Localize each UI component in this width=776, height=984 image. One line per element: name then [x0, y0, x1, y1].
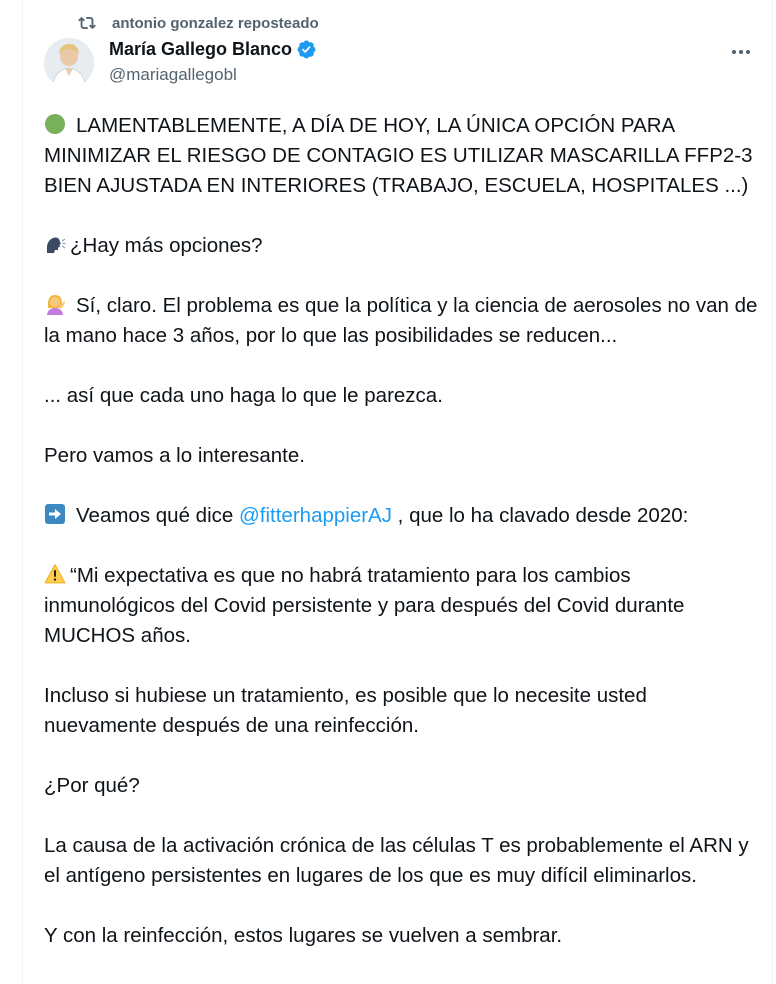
- tweet-paragraph: ... así que cada uno haga lo que le parezca.: [44, 384, 443, 407]
- tweet-paragraph: Incluso si hubiese un tratamiento, es posible que lo necesite usted nuevamente después de una reinfección.: [44, 684, 647, 737]
- speaking-head-emoji: [44, 233, 66, 255]
- repost-label: antonio gonzalez reposteado: [112, 14, 319, 32]
- author-name[interactable]: [109, 39, 317, 60]
- tweet-paragraph: [44, 231, 764, 261]
- timeline-right-border: [772, 0, 773, 984]
- author-handle[interactable]: @mariagallegobl: [109, 65, 237, 84]
- paragraph-text: ¿Hay más opciones?: [70, 234, 263, 257]
- paragraph-text: LAMENTABLEMENTE, A DÍA DE HOY, LA ÚNICA OPCIÓN PARA MINIMIZAR EL RIESGO DE CONTAGIO ES UTILIZAR MASCARILLA FFP2-3 BIEN AJUSTADA EN INTERIORES (TRABAJO, ESCUELA, HOSPITALES ...): [44, 114, 753, 197]
- paragraph-text-before: Veamos qué dice: [76, 504, 239, 527]
- tweet-paragraph: [44, 561, 764, 651]
- paragraph-text: “Mi expectativa es que no habrá tratamiento para los cambios inmunológicos del Covid persistente y para después del Covid durante MUCHOS años.: [44, 564, 685, 647]
- tweet-paragraph: Y con la reinfección, estos lugares se vuelven a sembrar.: [44, 924, 563, 947]
- more-options-button[interactable]: [724, 38, 758, 64]
- tweet-paragraph: [44, 291, 764, 351]
- warning-emoji: [44, 563, 66, 585]
- verified-badge-icon: [296, 39, 317, 60]
- repost-icon: [78, 14, 96, 32]
- timeline-left-border: [22, 0, 23, 984]
- more-options-icon: [731, 42, 751, 60]
- tweet-paragraph: La causa de la activación crónica de las células T es probablemente el ARN y el antígeno persistentes en lugares de los que es muy difícil eliminarlos.: [44, 834, 749, 887]
- right-arrow-emoji: [44, 503, 66, 525]
- tweet-paragraph: Pero vamos a lo interesante.: [44, 444, 305, 467]
- green-circle-emoji: [44, 113, 66, 135]
- tweet-paragraph: [44, 501, 764, 531]
- tweet-text: [44, 111, 764, 951]
- person-tipping-hand-emoji: [44, 293, 66, 315]
- paragraph-text: Sí, claro. El problema es que la política y la ciencia de aerosoles no van de la mano hace 3 años, por lo que las posibilidades se reducen...: [44, 294, 758, 347]
- tweet-paragraph: [44, 111, 764, 201]
- paragraph-text-after: , que lo ha clavado desde 2020:: [391, 504, 689, 527]
- author-name-text: María Gallego Blanco: [109, 39, 293, 59]
- tweet-paragraph: ¿Por qué?: [44, 774, 140, 797]
- avatar[interactable]: [44, 38, 94, 88]
- repost-indicator[interactable]: [78, 13, 319, 33]
- mention-link[interactable]: @fitterhappierAJ: [238, 504, 392, 527]
